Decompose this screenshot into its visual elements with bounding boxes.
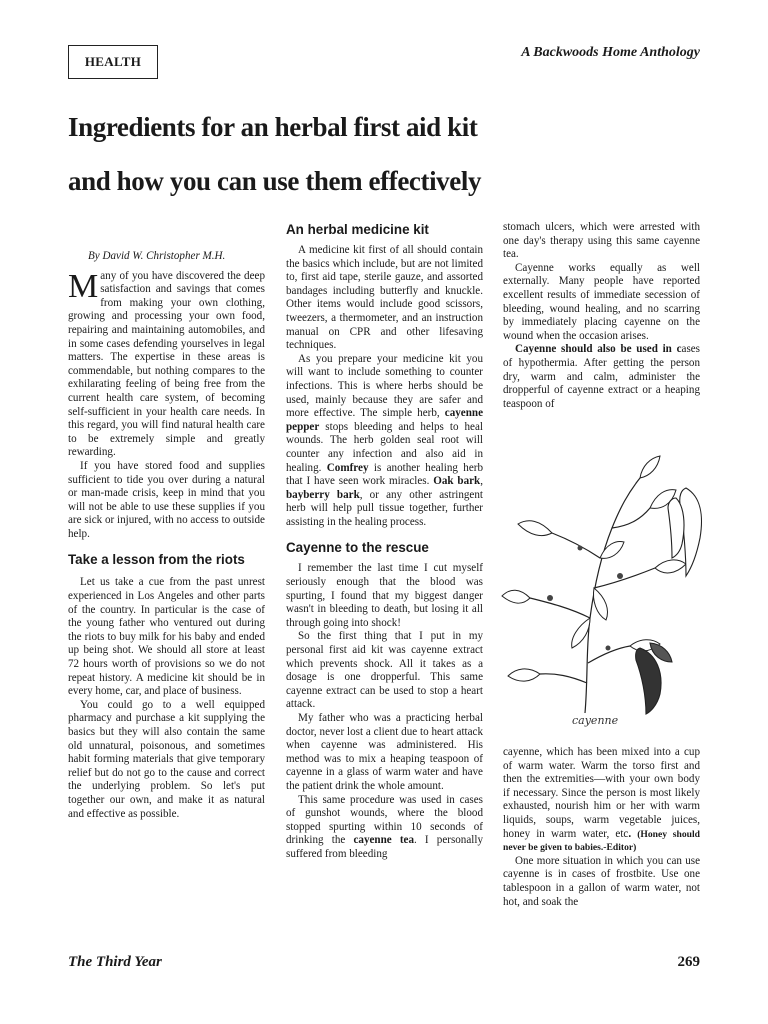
paragraph: stomach ulcers, which were arrested with one day's therapy using this same cayenne tea. — [503, 221, 700, 261]
illustration-caption: cayenne — [572, 714, 619, 727]
text-run: , — [480, 475, 483, 488]
section-label: HEALTH — [68, 45, 158, 79]
article-title-line2: and how you can use them effectively — [68, 166, 482, 196]
drop-cap: M — [68, 267, 99, 305]
footer-title: The Third Year — [68, 954, 162, 970]
intro-paragraph — [68, 267, 265, 460]
paragraph: Cayenne works equally as well externally. Many people have reported excellent results of immediate secession of bleeding, wound healing, and no scarring by immediately placing cayenne on the wound when the occasion arises. — [503, 261, 700, 342]
bold-term: Oak bark — [433, 475, 481, 488]
paragraph: I remember the last time I cut myself seriously enough that the blood was spurting, I found that my biggest danger wasn't in bleeding to death, but losing it all through going into shock! — [286, 562, 483, 629]
paragraph: Let us take a cue from the past unrest experienced in Los Angeles and other parts of the country. In particular is the case of the young father who ventured out during the riots to buy milk for his baby and ended up being shot. We should all store at least 72 hours worth of provisions so we do not repeat history. A medicine kit should be in every home, car, and place of business. — [68, 576, 265, 698]
byline: By David W. Christopher M.H. — [88, 250, 226, 262]
text-run: stops bleeding and helps to heal wounds. The herb golden seal root will counter any infection and also aid in healing. — [286, 420, 483, 474]
text-run: is another healing herb that I have seen work miracles. — [286, 461, 483, 488]
intro-text: any of you have discovered the deep satisfaction and savings that comes from making your own clothing, growing and processing your own food, repairing and maintaining automobiles, and in some cases defending yourselves in legal matters. The expertise in these areas is commendable, but nothing compares to the exhilarating feeling of being free from the current health care system, of becoming self-sufficient in your health care needs. In this regard, you will find natural health care to be extremely simple and greatly rewarding. — [68, 269, 265, 459]
column-2 — [286, 221, 483, 862]
paragraph: My father who was a practicing herbal doctor, never lost a client due to heart attack when cayenne was administered. His method was to mix a heaping teaspoon of cayenne in a glass of warm water and have the patient drink the whole amount. — [286, 712, 483, 792]
bold-term: bayberry bark — [286, 488, 360, 501]
anthology-title: A Backwoods Home Anthology — [521, 45, 700, 60]
editor-note: (Honey should never be given to babies.-Editor) — [503, 828, 700, 854]
bold-term: cayenne tea — [353, 834, 414, 847]
article-title-line1: Ingredients for an herbal first aid kit — [68, 112, 478, 142]
paragraph: You could go to a well equipped pharmacy and purchase a kit supplying the basics but they will also contain the same old unnatural, poisonous, and sometimes habit forming materials that give temporary relief but do not go to the cause and correct the underlying problem. So let's put together our own, and make it as natural and effective as possible. — [68, 698, 265, 820]
text-run: . I personally suffered from bleeding — [286, 834, 483, 860]
section-heading-kit: An herbal medicine kit — [286, 222, 429, 237]
paragraph: If you have stored food and supplies sufficient to tide you over during a natural or man-made crisis, keep in mind that you will not be able to use these supplies if you are sick or injured, with no access to outside help. — [68, 459, 265, 540]
text-run: cayenne, which has been mixed into a cup of warm water. Warm the torso first and then the extremities—with your own body if necessary. Since the person is most likely exhausted, nourish him or her with warm liquids, soups, warm vegetable juices, honey in warm water, etc — [503, 746, 700, 840]
paragraph — [503, 343, 700, 411]
cayenne-illustration — [490, 448, 720, 733]
paragraph — [286, 353, 483, 530]
text-run: . — [628, 827, 638, 840]
bold-term: cayenne pepper — [286, 407, 483, 433]
column-1 — [68, 250, 265, 821]
paragraph: A medicine kit first of all should contain the basics which include, but are not limited to, first aid tape, sterile gauze, and assorted bandages including butterfly and knuckle. Other items would include good scissors, tweezers, a thermometer, and an instruction manual on CPR and other lifesaving techniques. — [286, 244, 483, 352]
column-3-top — [503, 221, 700, 411]
text-run: This same procedure was used in cases of gunshot wounds, where the blood stopped spurting within 10 seconds of drinking the — [286, 793, 483, 847]
text-run: , or any other astringent herb will help pull tissue together, further assisting in the healing process. — [286, 488, 483, 528]
column-3-bottom — [503, 746, 700, 909]
text-run: As you prepare your medicine kit you will want to include something to counter infections. This is where herbs should be used, mainly because they are safer and more effective. The simple herb, — [286, 352, 483, 420]
paragraph — [503, 746, 700, 855]
text-run: ases of hypothermia. After getting the person dry, warm and calm, administer the dropperful of cayenne extract or a heaping teaspoon of — [503, 343, 700, 410]
page-number: 269 — [677, 954, 700, 970]
section-heading-riots: Take a lesson from the riots — [68, 552, 245, 568]
bold-term: Cayenne should also be used in c — [515, 343, 682, 356]
section-heading-cayenne: Cayenne to the rescue — [286, 540, 429, 556]
paragraph: One more situation in which you can use cayenne is in cases of frostbite. Use one tablespoon in a gallon of warm water, not hot, and soak the — [503, 854, 700, 908]
cayenne-plant-icon — [490, 448, 720, 718]
paragraph — [286, 794, 483, 862]
bold-term: Comfrey — [326, 461, 369, 474]
paragraph: So the first thing that I put in my personal first aid kit was cayenne extract which prevents shock. All it takes as a dosage is one dropperful. This same cayenne extract can be used to stop a heart attack. — [286, 630, 483, 711]
